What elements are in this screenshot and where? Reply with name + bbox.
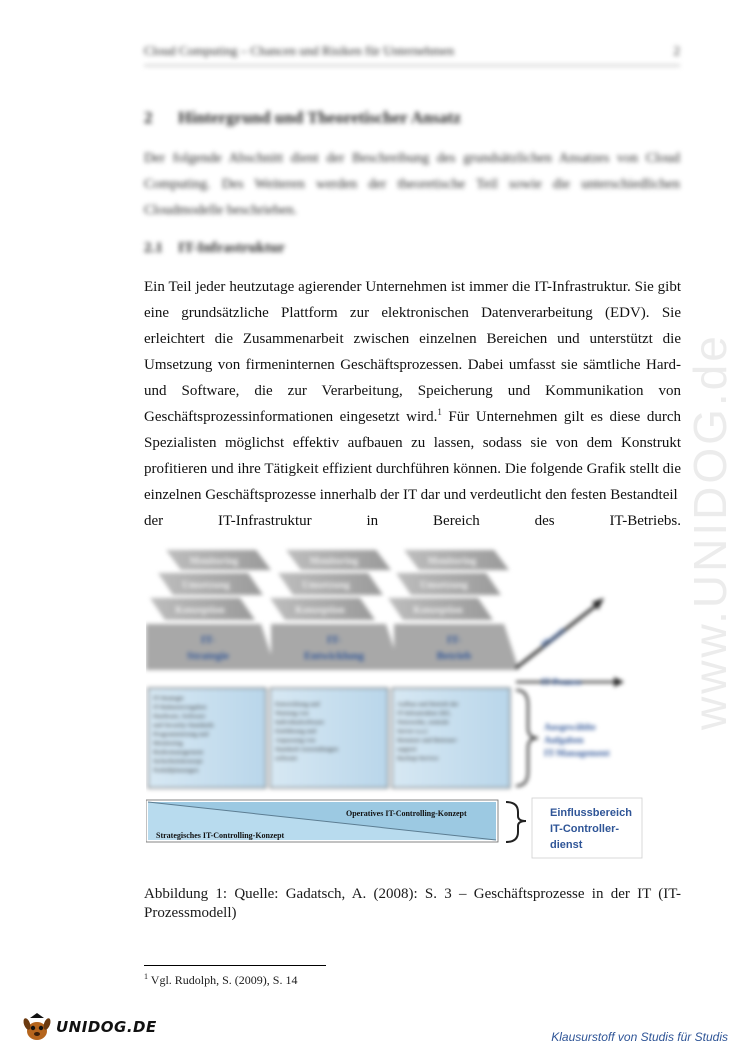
box1-line: IT-Strategie — [153, 695, 184, 702]
label-strategie-2: Strategie — [186, 650, 230, 662]
footnote — [144, 973, 297, 988]
last-line-word: IT-Betriebs. — [609, 513, 681, 529]
section-intro: Der folgende Abschnitt dient der Beschreibung des grundsätzlichen Ansatzes von Cloud Computing. Des Weiteren werden der theoretische Teil sowie die unterschiedlichen Cloudmodelle beschrieben. — [144, 151, 680, 218]
last-line-word: Bereich — [433, 513, 480, 529]
last-line-word: des — [534, 513, 555, 529]
box1-line: Risikomanagement — [153, 749, 204, 756]
box1-line: Notfallplanungen — [153, 767, 199, 774]
box2-line: Entwicklung und — [275, 701, 320, 708]
subsection-heading — [144, 240, 285, 257]
label-entwicklung-2: Entwicklung — [304, 650, 364, 662]
logo-text: UNIDOG.DE — [56, 1018, 157, 1036]
footnote-divider — [144, 965, 326, 966]
body-last-line — [144, 508, 681, 534]
label-monitoring-3: Monitoring — [427, 556, 477, 567]
aufgaben-line: Ausgewählte — [544, 723, 596, 733]
einfluss-line: IT-Controller- — [550, 823, 620, 835]
body-text — [144, 274, 681, 534]
section-title: Hintergrund und Theoretischer Ansatz — [178, 108, 461, 127]
einfluss-line: Einflussbereich — [550, 807, 632, 819]
box3-line: Benutzer und Betreuer- — [397, 737, 458, 744]
label-phasen: Phasen — [539, 624, 567, 650]
tasks-brace — [516, 690, 538, 786]
subsection-title: IT-Infrastruktur — [178, 240, 285, 256]
last-line-word: IT-Infrastruktur — [218, 513, 312, 529]
label-it-prozess: IT-Prozess — [541, 677, 582, 687]
box3-line: Backup-Service — [397, 755, 439, 762]
box1-line: und Security-Standards — [153, 722, 214, 729]
block-entwicklung — [271, 624, 401, 670]
box3-line: support — [397, 746, 417, 753]
footer-tagline: Klausurstoff von Studis für Studis — [551, 1030, 728, 1044]
box3-line: Netzwerke, zentrale — [397, 719, 449, 726]
einfluss-line: dienst — [550, 839, 583, 851]
einfluss-brace — [506, 802, 526, 842]
box1-line: Programmierung und — [153, 731, 209, 738]
running-header — [144, 43, 680, 66]
watermark: www.UNIDOG.de — [684, 333, 736, 730]
box2-line: software — [275, 755, 298, 762]
box2-line: Anpassung von — [275, 737, 316, 744]
last-line-word: in — [366, 513, 379, 529]
box3-line: Aufbau und Betrieb der — [397, 701, 459, 708]
dog-icon — [22, 1012, 54, 1042]
box1-line: Monitoring — [153, 740, 183, 747]
section-heading — [144, 108, 461, 128]
box2-line: Individualsoftware — [275, 719, 325, 726]
label-strategisch: Strategisches IT-Controlling-Konzept — [156, 831, 285, 840]
box2-line: Wartung von — [275, 710, 309, 717]
aufgaben-line: Aufgaben — [544, 736, 584, 746]
box2-line: Einführung und — [275, 728, 316, 735]
box1-line: IT-Rahmenvorgaben — [153, 704, 207, 711]
label-monitoring-1: Monitoring — [189, 556, 239, 567]
block-betrieb — [394, 624, 519, 670]
controlling-bar — [146, 798, 642, 858]
label-betrieb-1: IT- — [446, 634, 462, 646]
box3-line: IT-Infrastruktur (RZ, — [397, 710, 452, 717]
body-text-b: Für Unternehmen gilt es diese durch Spezialisten möglichst effektiv aufbauen zu lassen, sodass sie von dem Konstrukt profitieren und ihre Tätigkeit effizient durchführen können. Die folgende Grafik stellt die einzelnen Geschäftsprozesse innerhalb der IT dar und verdeutlicht den festen Bestandteil — [144, 409, 681, 503]
figure-blurred-part — [146, 550, 624, 788]
footnote-number: 1 — [144, 972, 148, 981]
label-monitoring-2: Monitoring — [309, 556, 359, 567]
box3-line: Server u.a.) — [397, 728, 428, 735]
box1-line: Sicherheitskonzept — [153, 758, 203, 765]
body-paragraph — [144, 274, 681, 508]
label-strategie-1: IT- — [200, 634, 216, 646]
it-prozess-arrow-head — [614, 677, 624, 687]
label-umsetzung-2: Umsetzung — [302, 580, 350, 591]
label-entwicklung-1: IT- — [326, 634, 342, 646]
body-text-a: Ein Teil jeder heutzutage agierender Unternehmen ist immer die IT-Infrastruktur. Sie gibt eine grundsätzliche Plattform zur elektronischen Datenverarbeitung (EDV). Sie erleichtert die Zusammenarbeit zwischen einzelnen Bereichen und unterstützt die Umsetzung von firmeninternen Geschäftsprozessen. Dabei umfasst sie sämtliche Hard- und Software, die zur Verarbeitung, Speicherung und Kommunikation von Geschäftsprozessinformationen eingesetzt wird. — [144, 279, 681, 425]
unidog-logo — [22, 1012, 157, 1042]
header-title: Cloud Computing – Chancen und Risiken für Unternehmen — [144, 43, 455, 58]
footnote-ref: 1 — [437, 407, 442, 417]
footnote-text: Vgl. Rudolph, S. (2009), S. 14 — [150, 973, 298, 987]
label-konzeption-1: Konzeption — [175, 605, 225, 616]
label-konzeption-3: Konzeption — [413, 605, 463, 616]
it-process-model-figure — [146, 540, 646, 860]
subsection-number: 2.1 — [144, 240, 163, 256]
aufgaben-line: IT-Management — [544, 749, 610, 759]
block-strategie — [146, 624, 276, 670]
box1-line: Hardware, Software — [153, 713, 206, 720]
label-operativ: Operatives IT-Controlling-Konzept — [346, 809, 467, 818]
page-number: 2 — [673, 43, 680, 58]
label-umsetzung-1: Umsetzung — [182, 580, 230, 591]
last-line-word: der — [144, 513, 164, 529]
label-konzeption-2: Konzeption — [295, 605, 345, 616]
box2-line: Standard-Anwendungen — [275, 746, 339, 753]
label-umsetzung-3: Umsetzung — [420, 580, 468, 591]
section-number: 2 — [144, 108, 153, 127]
label-betrieb-2: Betrieb — [436, 650, 472, 662]
figure-caption: Abbildung 1: Quelle: Gadatsch, A. (2008): S. 3 – Geschäftsprozesse in der IT (IT-Prozessmodell) — [144, 886, 681, 921]
